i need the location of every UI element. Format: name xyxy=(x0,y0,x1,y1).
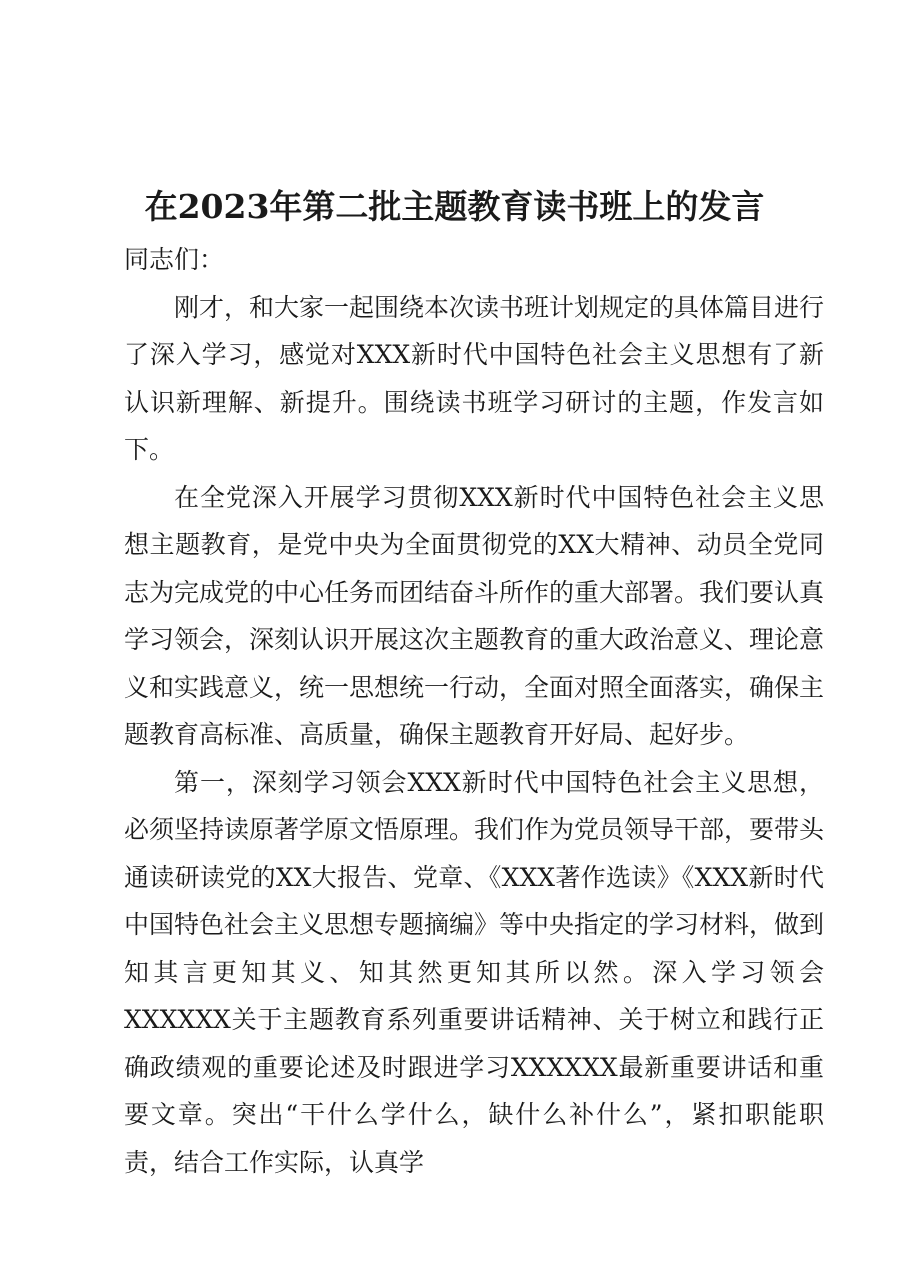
paragraph-2: 在全党深入开展学习贯彻XXX新时代中国特色社会主义思想主题教育，是党中央为全面贯彻党的XX大精神、动员全党同志为完成党的中心任务而团结奋斗所作的重大部署。我们要认真学习领会，深刻认识开展这次主题教育的重大政治意义、理论意义和实践意义，统一思想统一行动，全面对照全面落实，确保主题教育高标准、高质量，确保主题教育开好局、起好步。 xyxy=(124,482,825,749)
paragraph-3: 第一，深刻学习领会XXX新时代中国特色社会主义思想，必须坚持读原著学原文悟原理。我们作为党员领导干部，要带头通读研读党的XX大报告、党章、《XXX著作选读》《XXX新时代中国特色社会主义思想专题摘编》等中央指定的学习材料，做到知其言更知其义、知其然更知其所以然。深入学习领会XXXXXX关于主题教育系列重要讲话精神、关于树立和践行正确政绩观的重要论述及时跟进学习XXXXXX最新重要讲话和重要文章。突出“干什么学什么，缺什么补什么”，紧扣职能职责，结合工作实际，认真学 xyxy=(124,767,825,1177)
salutation: 同志们： xyxy=(124,245,225,274)
paragraph-1: 刚才，和大家一起围绕本次读书班计划规定的具体篇目进行了深入学习，感觉对XXX新时代中国特色社会主义思想有了新认识新理解、新提升。围绕读书班学习研讨的主题，作发言如下。 xyxy=(124,292,825,464)
document-title: 在2023年第二批主题教育读书班上的发言 xyxy=(144,187,765,226)
document-body xyxy=(124,236,824,1186)
